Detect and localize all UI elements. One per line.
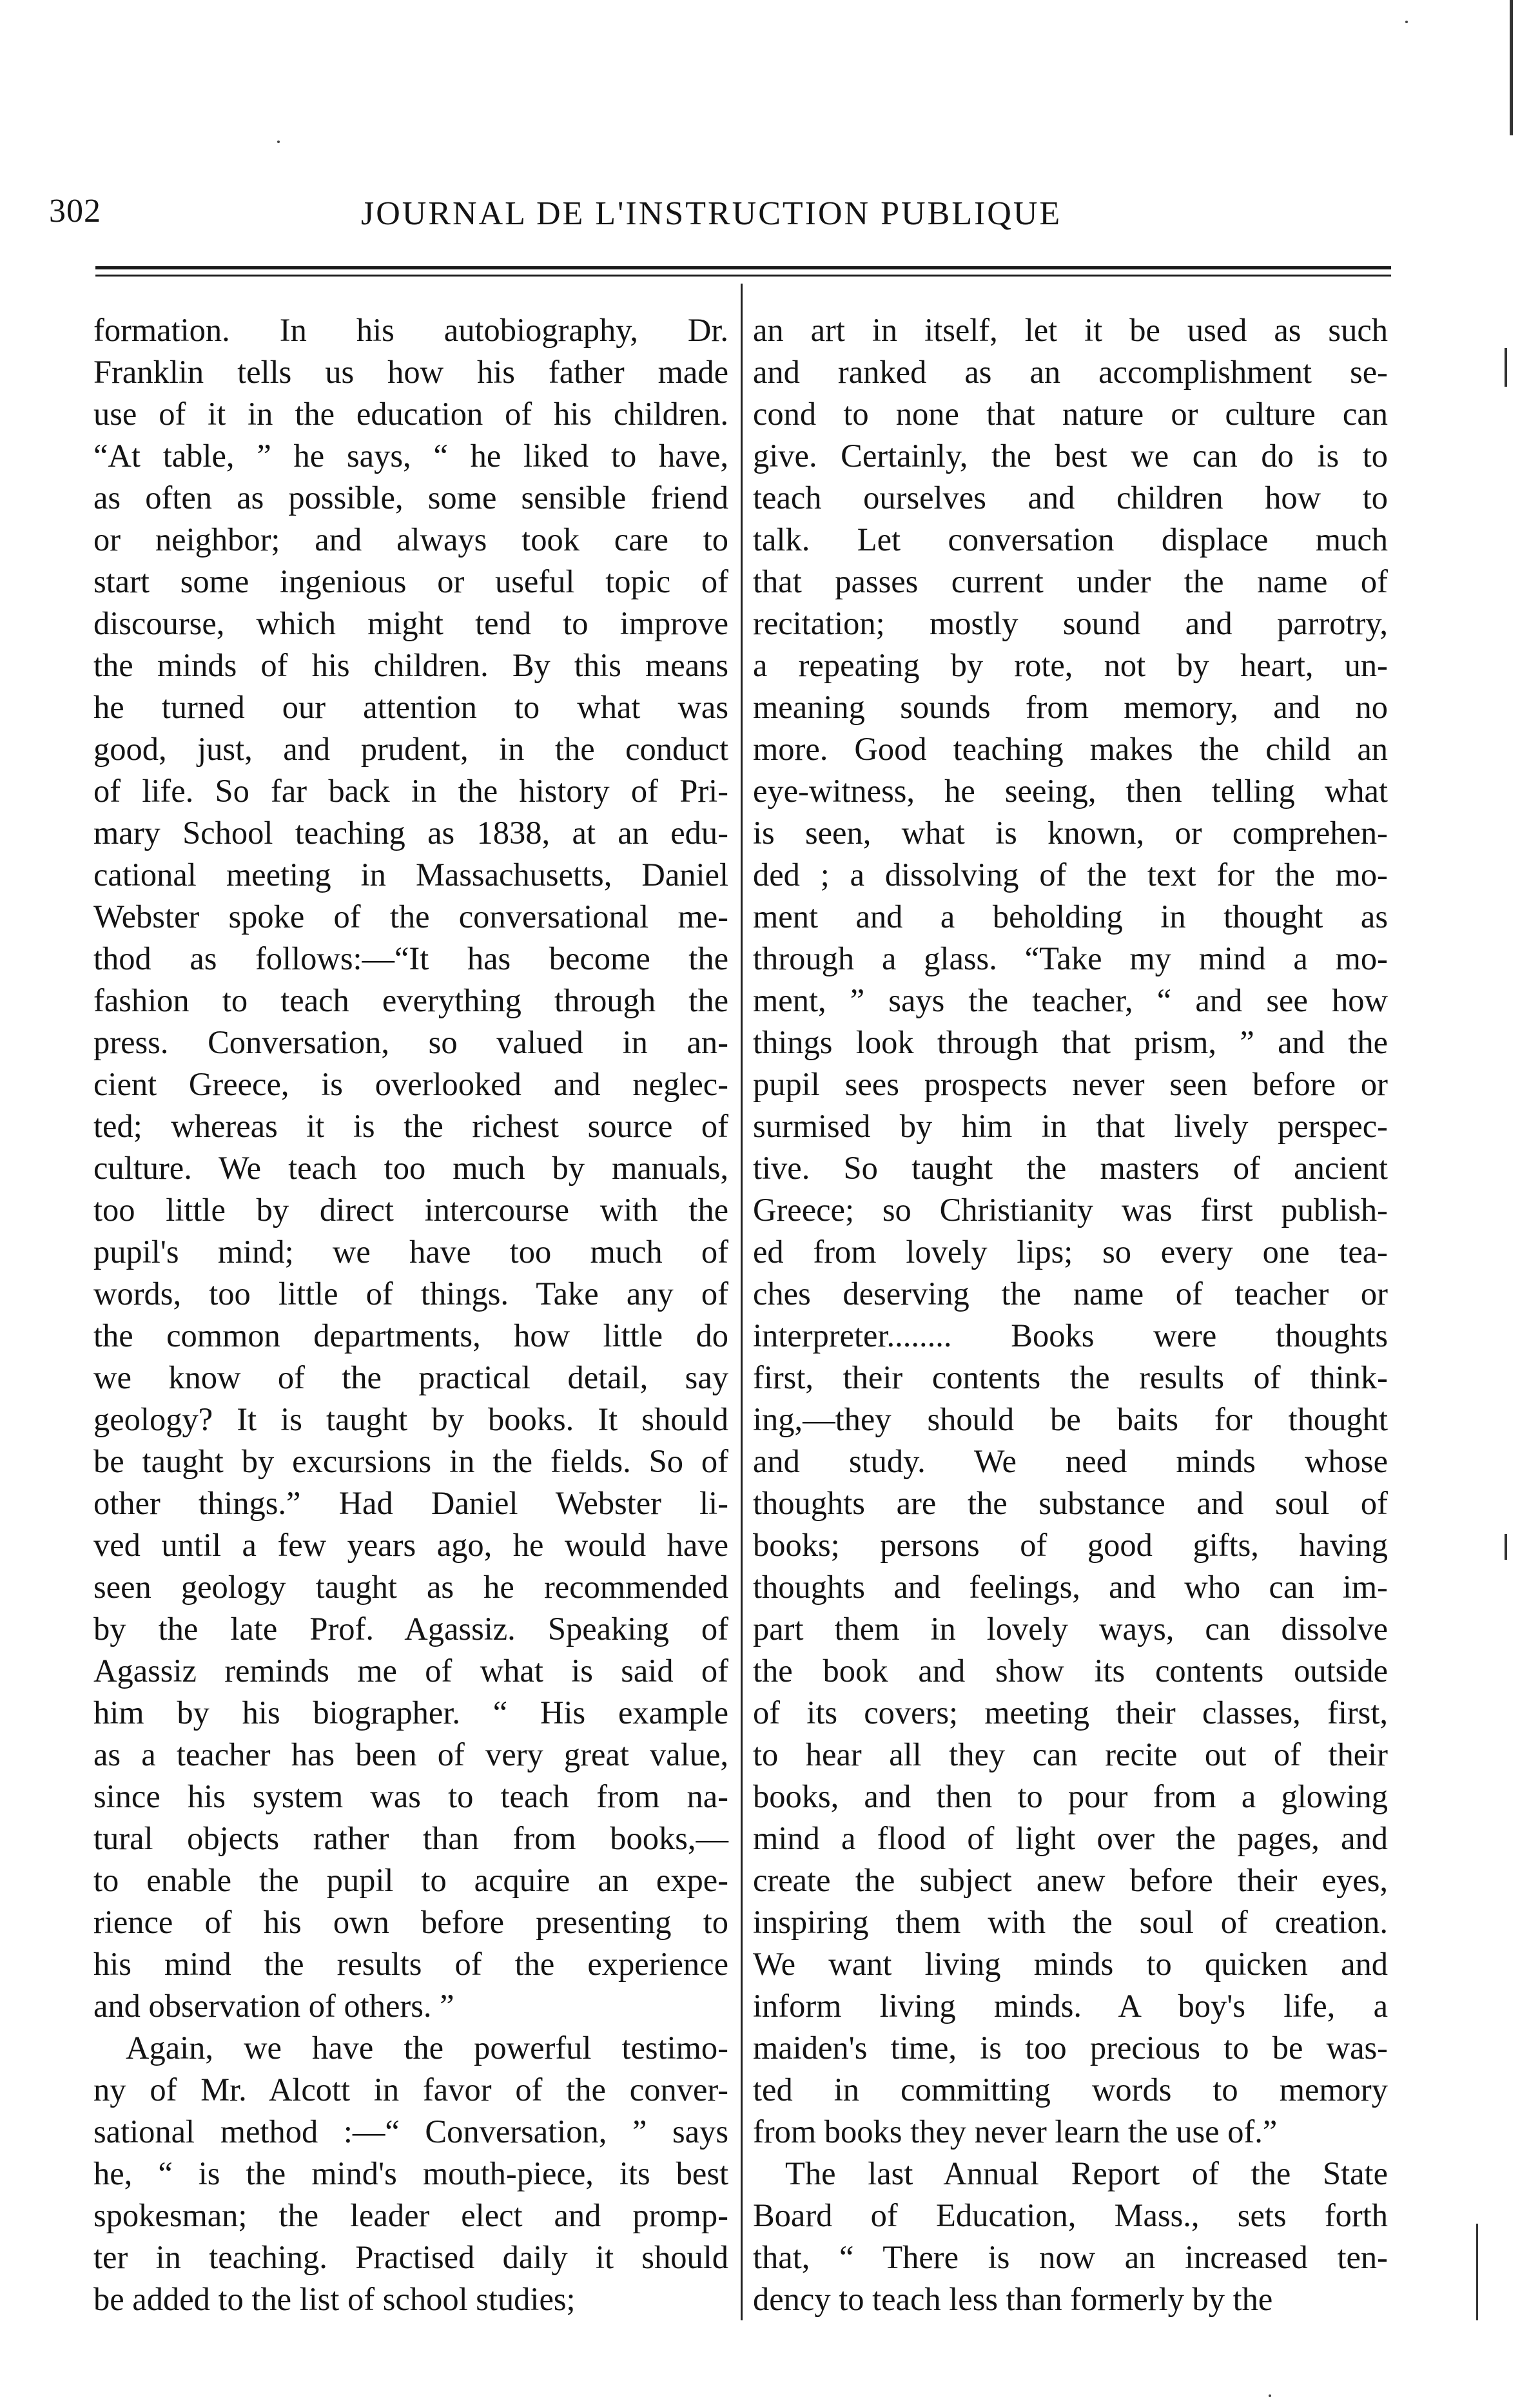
text-line: as a teacher has been of very great value, xyxy=(93,1736,728,1772)
scan-edge-mark xyxy=(1476,2224,1478,2320)
page-number: 302 xyxy=(49,193,101,229)
text-line: ted; whereas it is the richest source of xyxy=(93,1108,728,1144)
text-line: words, too little of things. Take any of xyxy=(93,1276,728,1312)
text-line: The last Annual Report of the State xyxy=(785,2155,1388,2191)
text-line: ted in committing words to memory xyxy=(753,2072,1388,2108)
text-line: thoughts and feelings, and who can im- xyxy=(753,1569,1388,1605)
text-line: of its covers; meeting their classes, first, xyxy=(753,1694,1388,1731)
text-line: ing,—they should be baits for thought xyxy=(753,1401,1388,1437)
text-line: more. Good teaching makes the child an xyxy=(753,731,1388,767)
text-line: inspiring them with the soul of creation. xyxy=(753,1904,1388,1940)
running-title: JOURNAL DE L'INSTRUCTION PUBLIQUE xyxy=(361,195,1062,232)
text-line: too little by direct intercourse with the xyxy=(93,1192,728,1228)
text-line: eye-witness, he seeing, then telling what xyxy=(753,773,1388,809)
text-line: “At table, ” he says, “ he liked to have, xyxy=(93,438,728,474)
text-line: cient Greece, is overlooked and neglec- xyxy=(93,1066,728,1102)
text-line: use of it in the education of his children. xyxy=(93,396,728,432)
text-line: interpreter........ Books were thoughts xyxy=(753,1317,1388,1354)
text-line: to enable the pupil to acquire an expe- xyxy=(93,1862,728,1898)
text-line: an art in itself, let it be used as such xyxy=(753,312,1388,348)
left-column xyxy=(93,309,728,2320)
text-line: Agassiz reminds me of what is said of xyxy=(93,1653,728,1689)
text-line: dency to teach less than formerly by the xyxy=(753,2281,1273,2317)
text-line: inform living minds. A boy's life, a xyxy=(753,1988,1388,2024)
text-line: by the late Prof. Agassiz. Speaking of xyxy=(93,1611,728,1647)
text-line: him by his biographer. “ His example xyxy=(93,1694,728,1731)
text-line: tural objects rather than from books,— xyxy=(93,1820,728,1856)
scan-edge-mark xyxy=(1505,1534,1507,1560)
right-column xyxy=(753,309,1388,2320)
text-line: ment and a beholding in thought as xyxy=(753,898,1388,935)
text-line: give. Certainly, the best we can do is to xyxy=(753,438,1388,474)
text-line: ter in teaching. Practised daily it should xyxy=(93,2239,728,2275)
text-line: a repeating by rote, not by heart, un- xyxy=(753,647,1388,683)
text-line: be taught by excursions in the fields. So of xyxy=(93,1443,728,1479)
text-line: recitation; mostly sound and parrotry, xyxy=(753,605,1388,641)
text-line: books; persons of good gifts, having xyxy=(753,1527,1388,1563)
text-line: of life. So far back in the history of Pri- xyxy=(93,773,728,809)
text-line: we know of the practical detail, say xyxy=(93,1359,728,1395)
text-line: or neighbor; and always took care to xyxy=(93,521,728,558)
text-line: Webster spoke of the conversational me- xyxy=(93,898,728,935)
text-line: ded ; a dissolving of the text for the mo- xyxy=(753,857,1388,893)
text-line: geology? It is taught by books. It should xyxy=(93,1401,728,1437)
text-line: rience of his own before presenting to xyxy=(93,1904,728,1940)
column-divider xyxy=(741,284,743,2320)
text-line: things look through that prism, ” and the xyxy=(753,1024,1388,1060)
text-line: since his system was to teach from na- xyxy=(93,1778,728,1814)
text-line: mary School teaching as 1838, at an edu- xyxy=(93,815,728,851)
text-line: the minds of his children. By this means xyxy=(93,647,728,683)
text-line: formation. In his autobiography, Dr. xyxy=(93,312,728,348)
text-line: ed from lovely lips; so every one tea- xyxy=(753,1234,1388,1270)
text-line: pupil sees prospects never seen before or xyxy=(753,1066,1388,1102)
scan-speck xyxy=(1405,21,1408,23)
text-line: maiden's time, is too precious to be was- xyxy=(753,2030,1388,2066)
text-line: and study. We need minds whose xyxy=(753,1443,1388,1479)
scan-speck xyxy=(1269,2394,1271,2397)
text-line: thod as follows:—“It has become the xyxy=(93,940,728,976)
text-line: that passes current under the name of xyxy=(753,563,1388,599)
text-line: sational method :—“ Conversation, ” says xyxy=(93,2113,728,2150)
text-line: be added to the list of school studies; xyxy=(93,2281,576,2317)
text-line: surmised by him in that lively perspec- xyxy=(753,1108,1388,1144)
text-line: mind a flood of light over the pages, and xyxy=(753,1820,1388,1856)
text-line: cational meeting in Massachusetts, Daniel xyxy=(93,857,728,893)
text-line: Again, we have the powerful testimo- xyxy=(126,2030,728,2066)
header-rule-secondary xyxy=(95,275,1391,277)
text-line: press. Conversation, so valued in an- xyxy=(93,1024,728,1060)
text-line: pupil's mind; we have too much of xyxy=(93,1234,728,1270)
text-line: and ranked as an accomplishment se- xyxy=(753,354,1388,390)
text-line: from books they never learn the use of.” xyxy=(753,2113,1278,2150)
text-line: fashion to teach everything through the xyxy=(93,982,728,1018)
text-line: he, “ is the mind's mouth-piece, its best xyxy=(93,2155,728,2191)
text-line: Greece; so Christianity was first publish- xyxy=(753,1192,1388,1228)
text-line: is seen, what is known, or comprehen- xyxy=(753,815,1388,851)
text-line: books, and then to pour from a glowing xyxy=(753,1778,1388,1814)
text-line: good, just, and prudent, in the conduct xyxy=(93,731,728,767)
header-rule xyxy=(95,266,1391,269)
text-line: start some ingenious or useful topic of xyxy=(93,563,728,599)
text-line: culture. We teach too much by manuals, xyxy=(93,1150,728,1186)
text-line: seen geology taught as he recommended xyxy=(93,1569,728,1605)
text-line: first, their contents the results of think- xyxy=(753,1359,1388,1395)
text-line: ved until a few years ago, he would have xyxy=(93,1527,728,1563)
text-line: Franklin tells us how his father made xyxy=(93,354,728,390)
text-line: Board of Education, Mass., sets forth xyxy=(753,2197,1388,2233)
text-line: meaning sounds from memory, and no xyxy=(753,689,1388,725)
text-line: discourse, which might tend to improve xyxy=(93,605,728,641)
text-line: other things.” Had Daniel Webster li- xyxy=(93,1485,728,1521)
text-line: the book and show its contents outside xyxy=(753,1653,1388,1689)
text-line: ny of Mr. Alcott in favor of the conver- xyxy=(93,2072,728,2108)
text-line: spokesman; the leader elect and promp- xyxy=(93,2197,728,2233)
text-line: and observation of others. ” xyxy=(93,1988,454,2024)
text-line: We want living minds to quicken and xyxy=(753,1946,1388,1982)
text-line: cond to none that nature or culture can xyxy=(753,396,1388,432)
text-line: his mind the results of the experience xyxy=(93,1946,728,1982)
text-line: the common departments, how little do xyxy=(93,1317,728,1354)
text-line: to hear all they can recite out of their xyxy=(753,1736,1388,1772)
text-line: as often as possible, some sensible friend xyxy=(93,480,728,516)
text-line: tive. So taught the masters of ancient xyxy=(753,1150,1388,1186)
scan-edge-mark xyxy=(1505,348,1507,387)
scan-speck xyxy=(277,141,280,143)
text-line: thoughts are the substance and soul of xyxy=(753,1485,1388,1521)
scan-edge-mark xyxy=(1510,0,1513,135)
text-line: part them in lovely ways, can dissolve xyxy=(753,1611,1388,1647)
text-line: he turned our attention to what was xyxy=(93,689,728,725)
text-line: talk. Let conversation displace much xyxy=(753,521,1388,558)
text-line: that, “ There is now an increased ten- xyxy=(753,2239,1388,2275)
text-line: teach ourselves and children how to xyxy=(753,480,1388,516)
text-line: through a glass. “Take my mind a mo- xyxy=(753,940,1388,976)
text-line: ches deserving the name of teacher or xyxy=(753,1276,1388,1312)
text-line: create the subject anew before their eyes, xyxy=(753,1862,1388,1898)
text-line: ment, ” says the teacher, “ and see how xyxy=(753,982,1388,1018)
